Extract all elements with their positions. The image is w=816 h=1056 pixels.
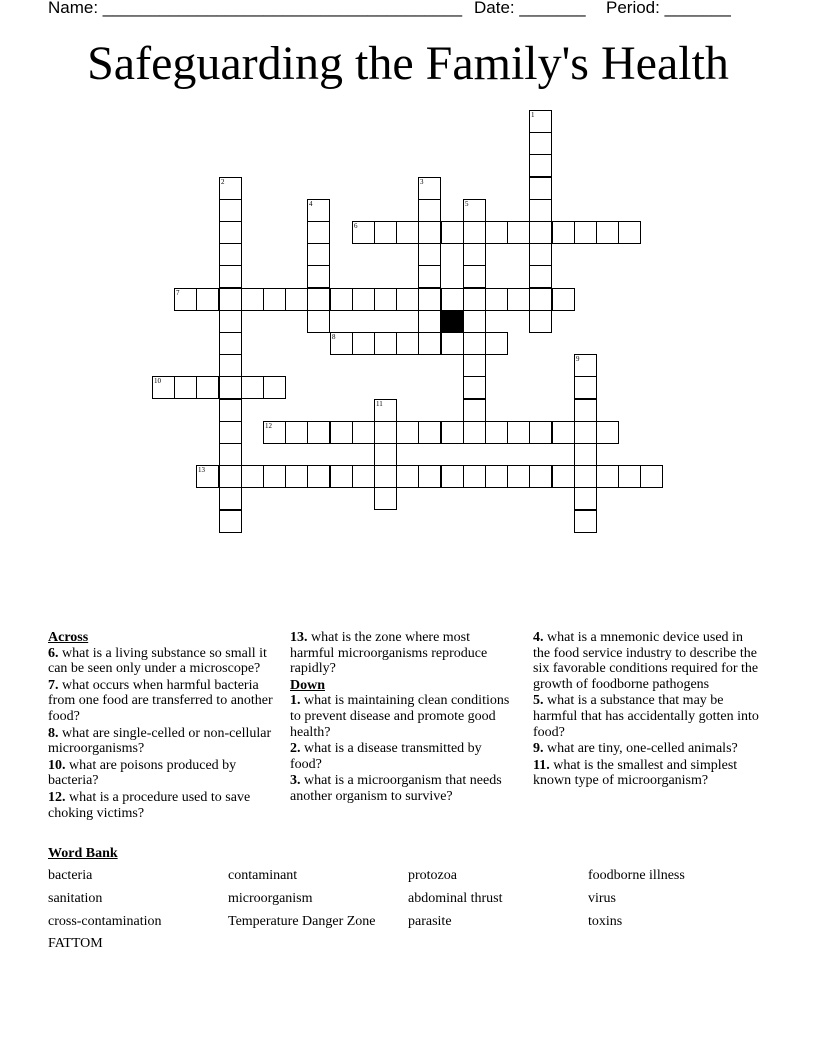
clue-text: what is the smallest and simplest known type of microorganism? <box>533 757 738 789</box>
clue-text: what is a microorganism that needs another organism to survive? <box>290 773 502 804</box>
crossword-cell[interactable] <box>152 376 175 399</box>
crossword-cell[interactable] <box>307 243 330 266</box>
crossword-cell[interactable] <box>374 421 397 444</box>
cell-number: 3 <box>420 178 424 186</box>
crossword-cell[interactable] <box>219 288 242 311</box>
crossword-cell[interactable] <box>463 221 486 244</box>
crossword-cell[interactable] <box>485 421 508 444</box>
crossword-cell[interactable] <box>596 421 619 444</box>
clue-number: 11. <box>533 757 550 773</box>
down-clue-2 <box>290 741 514 772</box>
crossword-cell[interactable] <box>552 421 575 444</box>
crossword-cell[interactable] <box>463 243 486 266</box>
word-bank-item: toxins <box>588 914 623 929</box>
cell-number: 7 <box>176 289 180 297</box>
crossword-cell[interactable] <box>574 221 597 244</box>
crossword-cell[interactable] <box>552 221 575 244</box>
word-bank-item: cross-contamination <box>48 914 162 929</box>
word-bank-item: contaminant <box>228 868 298 883</box>
name-field-label: Name: ______________________________________ <box>48 0 463 17</box>
crossword-cell[interactable] <box>529 421 552 444</box>
crossword-cell[interactable] <box>441 221 464 244</box>
cell-number: 4 <box>309 200 313 208</box>
crossword-cell[interactable] <box>219 465 242 488</box>
crossword-cell[interactable] <box>307 265 330 288</box>
word-bank-item: virus <box>588 891 616 906</box>
crossword-cell[interactable] <box>374 465 397 488</box>
crossword-cell[interactable] <box>307 421 330 444</box>
clue-text: what is a disease transmitted by food? <box>290 741 482 772</box>
crossword-cell[interactable] <box>529 465 552 488</box>
crossword-black-cell <box>441 310 464 333</box>
clue-text: what are single-celled or non-cellular microorganisms? <box>48 725 272 757</box>
crossword-cell[interactable] <box>529 243 552 266</box>
crossword-cell[interactable] <box>396 421 419 444</box>
clue-number: 8. <box>48 725 59 741</box>
clues-column-3 <box>533 630 763 790</box>
clue-text: what are poisons produced by bacteria? <box>48 757 237 789</box>
crossword-cell[interactable] <box>352 221 375 244</box>
crossword-cell[interactable] <box>196 376 219 399</box>
page-title: Safeguarding the Family's Health <box>87 37 729 90</box>
crossword-cell[interactable] <box>418 199 441 222</box>
clues-column-2 <box>290 630 514 806</box>
crossword-cell[interactable] <box>241 465 264 488</box>
crossword-cell[interactable] <box>552 465 575 488</box>
crossword-cell[interactable] <box>374 487 397 510</box>
crossword-cell[interactable] <box>574 510 597 533</box>
crossword-cell[interactable] <box>219 310 242 333</box>
crossword-cell[interactable] <box>418 265 441 288</box>
cell-number: 10 <box>154 377 161 385</box>
word-bank-item: foodborne illness <box>588 868 685 883</box>
crossword-cell[interactable] <box>418 332 441 355</box>
crossword-cell[interactable] <box>330 288 353 311</box>
crossword-cell[interactable] <box>529 265 552 288</box>
crossword-cell[interactable] <box>285 421 308 444</box>
crossword-cell[interactable] <box>640 465 663 488</box>
crossword-cell[interactable] <box>463 199 486 222</box>
clue-text: what is the zone where most harmful microorganisms reproduce rapidly? <box>290 630 488 677</box>
crossword-cell[interactable] <box>352 288 375 311</box>
crossword-cell[interactable] <box>219 399 242 422</box>
crossword-cell[interactable] <box>418 465 441 488</box>
crossword-cell[interactable] <box>552 288 575 311</box>
crossword-cell[interactable] <box>285 465 308 488</box>
clue-text: what is a mnemonic device used in the food service industry to describe the six favorable conditions required for the growth of foodborne pathogens <box>533 630 759 692</box>
crossword-cell[interactable] <box>596 221 619 244</box>
crossword-cell[interactable] <box>219 177 242 200</box>
crossword-cell[interactable] <box>263 465 286 488</box>
across-clue-12 <box>48 790 284 821</box>
clue-number: 4. <box>533 630 544 645</box>
crossword-cell[interactable] <box>618 221 641 244</box>
clue-number: 1. <box>290 693 301 709</box>
crossword-cell[interactable] <box>219 487 242 510</box>
crossword-cell[interactable] <box>219 332 242 355</box>
cell-number: 2 <box>221 178 225 186</box>
crossword-cell[interactable] <box>307 310 330 333</box>
clue-text: what is a substance that may be harmful that has accidentally gotten into food? <box>533 693 759 740</box>
crossword-cell[interactable] <box>574 399 597 422</box>
word-bank-heading: Word Bank <box>48 846 118 861</box>
crossword-cell[interactable] <box>263 288 286 311</box>
clue-text: what are tiny, one-celled animals? <box>547 741 738 757</box>
crossword-cell[interactable] <box>174 288 197 311</box>
crossword-cell[interactable] <box>374 399 397 422</box>
crossword-cell[interactable] <box>396 332 419 355</box>
crossword-cell[interactable] <box>485 465 508 488</box>
down-heading: Down <box>290 677 326 693</box>
crossword-cell[interactable] <box>418 288 441 311</box>
down-clue-9 <box>533 741 763 757</box>
crossword-cell[interactable] <box>529 221 552 244</box>
clue-text: what is maintaining clean conditions to prevent disease and promote good health? <box>290 693 510 740</box>
clue-number: 13. <box>290 630 308 645</box>
crossword-cell[interactable] <box>463 310 486 333</box>
crossword-cell[interactable] <box>574 421 597 444</box>
crossword-cell[interactable] <box>263 421 286 444</box>
crossword-cell[interactable] <box>574 487 597 510</box>
crossword-cell[interactable] <box>574 443 597 466</box>
crossword-cell[interactable] <box>485 221 508 244</box>
across-heading: Across <box>48 630 89 645</box>
clues-column-1 <box>48 630 284 822</box>
crossword-cell[interactable] <box>529 288 552 311</box>
crossword-cell[interactable] <box>374 288 397 311</box>
crossword-cell[interactable] <box>529 132 552 155</box>
crossword-cell[interactable] <box>463 288 486 311</box>
crossword-cell[interactable] <box>574 465 597 488</box>
crossword-cell[interactable] <box>307 465 330 488</box>
crossword-cell[interactable] <box>196 288 219 311</box>
clue-text: what is a procedure used to save choking victims? <box>48 789 251 821</box>
crossword-cell[interactable] <box>441 465 464 488</box>
crossword-cell[interactable] <box>441 288 464 311</box>
clue-number: 5. <box>533 693 544 709</box>
across-clue-13 <box>290 630 514 677</box>
crossword-cell[interactable] <box>219 376 242 399</box>
crossword-cell[interactable] <box>418 421 441 444</box>
crossword-cell[interactable] <box>307 199 330 222</box>
crossword-cell[interactable] <box>463 465 486 488</box>
crossword-cell[interactable] <box>263 376 286 399</box>
crossword-cell[interactable] <box>485 332 508 355</box>
crossword-cell[interactable] <box>463 399 486 422</box>
crossword-cell[interactable] <box>285 288 308 311</box>
crossword-cell[interactable] <box>418 310 441 333</box>
crossword-cell[interactable] <box>507 221 530 244</box>
crossword-cell[interactable] <box>418 221 441 244</box>
crossword-cell[interactable] <box>529 199 552 222</box>
crossword-cell[interactable] <box>485 288 508 311</box>
crossword-cell[interactable] <box>463 421 486 444</box>
date-field-label: Date: _______ <box>474 0 586 17</box>
crossword-cell[interactable] <box>418 177 441 200</box>
crossword-cell[interactable] <box>463 265 486 288</box>
cell-number: 13 <box>198 466 205 474</box>
crossword-cell[interactable] <box>196 465 219 488</box>
crossword-cell[interactable] <box>219 510 242 533</box>
word-bank-item: sanitation <box>48 891 103 906</box>
crossword-cell[interactable] <box>219 243 242 266</box>
crossword-cell[interactable] <box>241 376 264 399</box>
word-bank-item: FATTOM <box>48 936 103 951</box>
crossword-cell[interactable] <box>330 465 353 488</box>
crossword-cell[interactable] <box>529 310 552 333</box>
word-bank-item: Temperature Danger Zone <box>228 914 376 929</box>
crossword-cell[interactable] <box>529 154 552 177</box>
crossword-cell[interactable] <box>219 265 242 288</box>
clue-number: 12. <box>48 789 66 805</box>
word-bank-item: abdominal thrust <box>408 891 503 906</box>
crossword-cell[interactable] <box>219 354 242 377</box>
crossword-cell[interactable] <box>374 332 397 355</box>
clue-number: 10. <box>48 757 66 773</box>
crossword-cell[interactable] <box>374 443 397 466</box>
crossword-cell[interactable] <box>463 354 486 377</box>
crossword-cell[interactable] <box>507 465 530 488</box>
crossword-cell[interactable] <box>507 288 530 311</box>
across-clue-8 <box>48 726 284 757</box>
crossword-cell[interactable] <box>330 421 353 444</box>
crossword-cell[interactable] <box>241 288 264 311</box>
word-bank-item: microorganism <box>228 891 313 906</box>
crossword-cell[interactable] <box>219 199 242 222</box>
down-clue-3 <box>290 773 514 804</box>
crossword-cell[interactable] <box>219 421 242 444</box>
down-clue-1 <box>290 693 514 740</box>
crossword-cell[interactable] <box>352 465 375 488</box>
crossword-cell[interactable] <box>463 332 486 355</box>
crossword-cell[interactable] <box>574 376 597 399</box>
cell-number: 8 <box>332 333 336 341</box>
period-field-label: Period: _______ <box>606 0 731 17</box>
cell-number: 5 <box>465 200 469 208</box>
crossword-cell[interactable] <box>507 421 530 444</box>
across-clue-7 <box>48 678 284 725</box>
crossword-cell[interactable] <box>219 443 242 466</box>
word-bank-item: protozoa <box>408 868 457 883</box>
crossword-cell[interactable] <box>463 376 486 399</box>
clue-number: 9. <box>533 741 544 757</box>
clue-number: 2. <box>290 741 301 757</box>
crossword-cell[interactable] <box>219 221 242 244</box>
clue-number: 6. <box>48 645 59 661</box>
cell-number: 12 <box>265 422 272 430</box>
crossword-cell[interactable] <box>418 243 441 266</box>
word-bank-item: bacteria <box>48 868 93 883</box>
across-clue-10 <box>48 758 284 789</box>
crossword-cell[interactable] <box>529 177 552 200</box>
cell-number: 11 <box>376 400 383 408</box>
clue-text: what is a living substance so small it can be seen only under a microscope? <box>48 645 267 677</box>
down-clue-5 <box>533 693 763 740</box>
crossword-cell[interactable] <box>596 465 619 488</box>
crossword-cell[interactable] <box>396 465 419 488</box>
word-bank-item: parasite <box>408 914 452 929</box>
crossword-cell[interactable] <box>574 354 597 377</box>
cell-number: 1 <box>531 111 535 119</box>
crossword-cell[interactable] <box>441 332 464 355</box>
cell-number: 6 <box>354 222 358 230</box>
crossword-cell[interactable] <box>441 421 464 444</box>
crossword-cell[interactable] <box>396 288 419 311</box>
crossword-cell[interactable] <box>174 376 197 399</box>
crossword-cell[interactable] <box>352 332 375 355</box>
across-clue-6 <box>48 646 284 677</box>
clue-number: 7. <box>48 677 59 693</box>
crossword-cell[interactable] <box>618 465 641 488</box>
down-clue-11 <box>533 758 763 789</box>
crossword-cell[interactable] <box>307 288 330 311</box>
down-clue-4 <box>533 630 763 692</box>
clue-number: 3. <box>290 773 301 789</box>
crossword-cell[interactable] <box>330 332 353 355</box>
clue-text: what occurs when harmful bacteria from one food are transferred to another food? <box>48 677 273 724</box>
crossword-cell[interactable] <box>529 110 552 133</box>
cell-number: 9 <box>576 355 580 363</box>
crossword-cell[interactable] <box>396 221 419 244</box>
crossword-cell[interactable] <box>374 221 397 244</box>
crossword-cell[interactable] <box>307 221 330 244</box>
crossword-cell[interactable] <box>352 421 375 444</box>
